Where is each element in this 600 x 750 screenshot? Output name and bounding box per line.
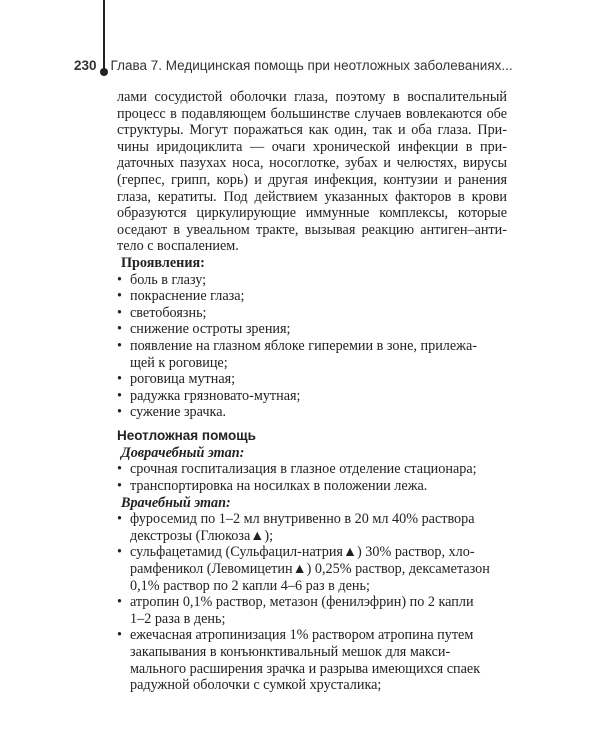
page-body xyxy=(117,89,507,694)
list-item: • срочная госпитализация в глазное отделение стационара; xyxy=(117,461,507,478)
list-item-continuation: радужной оболочки с сумкой хрусталика; xyxy=(130,677,382,694)
text-line: даточных пазухах носа, носоглотке, зубах и челюстях, вирусы xyxy=(117,155,507,172)
list-item-continuation: декстрозы (Глюкоза▲); xyxy=(130,527,274,544)
list-item-continuation: 0,1% раствор по 2 капли 4–6 раз в день; xyxy=(130,577,370,594)
prehospital-heading: Доврачебный этап: xyxy=(121,444,245,461)
intro-paragraph xyxy=(117,89,507,255)
text-line: образуются циркулирующие иммунные комплексы, которые xyxy=(117,205,507,222)
list-item: • транспортировка на носилках в положении лежа. xyxy=(117,478,507,495)
list-item-continuation: 1–2 раза в день; xyxy=(130,610,226,627)
page-number: 230 xyxy=(74,58,97,73)
text-line: процесс в подавляющем большинстве случаев вовлекаются обе xyxy=(117,105,507,122)
list-item: • покраснение глаза; xyxy=(117,288,507,305)
text-line: оседают в увеальном тракте, вызывая реакцию антиген–анти- xyxy=(117,221,507,238)
manifestations-heading: Проявления: xyxy=(121,254,205,271)
list-item: • сульфацетамид (Сульфацил-натрия▲) 30% раствор, хло- xyxy=(117,544,507,561)
manifestations-section xyxy=(117,255,507,421)
list-item: • сужение зрачка. xyxy=(117,404,507,421)
text-line: структуры. Могут поражаться как один, так и оба глаза. При- xyxy=(117,122,507,139)
list-item: • ежечасная атропинизация 1% раствором атропина путем xyxy=(117,627,507,644)
list-item: • появление на глазном яблоке гиперемии в зоне, прилежа- xyxy=(117,338,507,355)
emergency-heading: Неотложная помощь xyxy=(117,427,256,443)
text-line: (герпес, грипп, корь) и другая инфекция, контузии и ранения xyxy=(117,171,507,188)
text-line: лами сосудистой оболочки глаза, поэтому в воспалительный xyxy=(117,89,507,105)
running-header xyxy=(74,58,513,73)
list-item: • светобоязнь; xyxy=(117,305,507,322)
list-item: • радужка грязновато-мутная; xyxy=(117,388,507,405)
medical-section xyxy=(117,495,507,694)
list-item-continuation: рамфеникол (Левомицетин▲) 0,25% раствор, дексаметазон xyxy=(130,561,490,578)
list-item: • снижение остроты зрения; xyxy=(117,321,507,338)
medical-heading: Врачебный этап: xyxy=(121,494,231,511)
list-item: • фуросемид по 1–2 мл внутривенно в 20 мл 40% раствора xyxy=(117,511,507,528)
list-item-continuation: щей к роговице; xyxy=(130,354,228,371)
list-item-continuation: закапывания в конъюнктивальный мешок для макси- xyxy=(130,644,451,660)
text-line: тело с воспалением. xyxy=(117,238,239,255)
chapter-title: Глава 7. Медицинская помощь при неотложных заболеваниях... xyxy=(110,58,513,73)
text-line: глаза, кератиты. Под действием указанных факторов в крови xyxy=(117,188,507,205)
list-item: • атропин 0,1% раствор, метазон (фенилэфрин) по 2 капли xyxy=(117,594,507,611)
list-item-continuation: мального расширения зрачка и разрыва имеющихся спаек xyxy=(130,660,481,677)
list-item: • роговица мутная; xyxy=(117,371,507,388)
list-item: • боль в глазу; xyxy=(117,272,507,289)
prehospital-section xyxy=(117,445,507,495)
text-line: чины иридоциклита — очаги хронической инфекции в при- xyxy=(117,138,507,155)
